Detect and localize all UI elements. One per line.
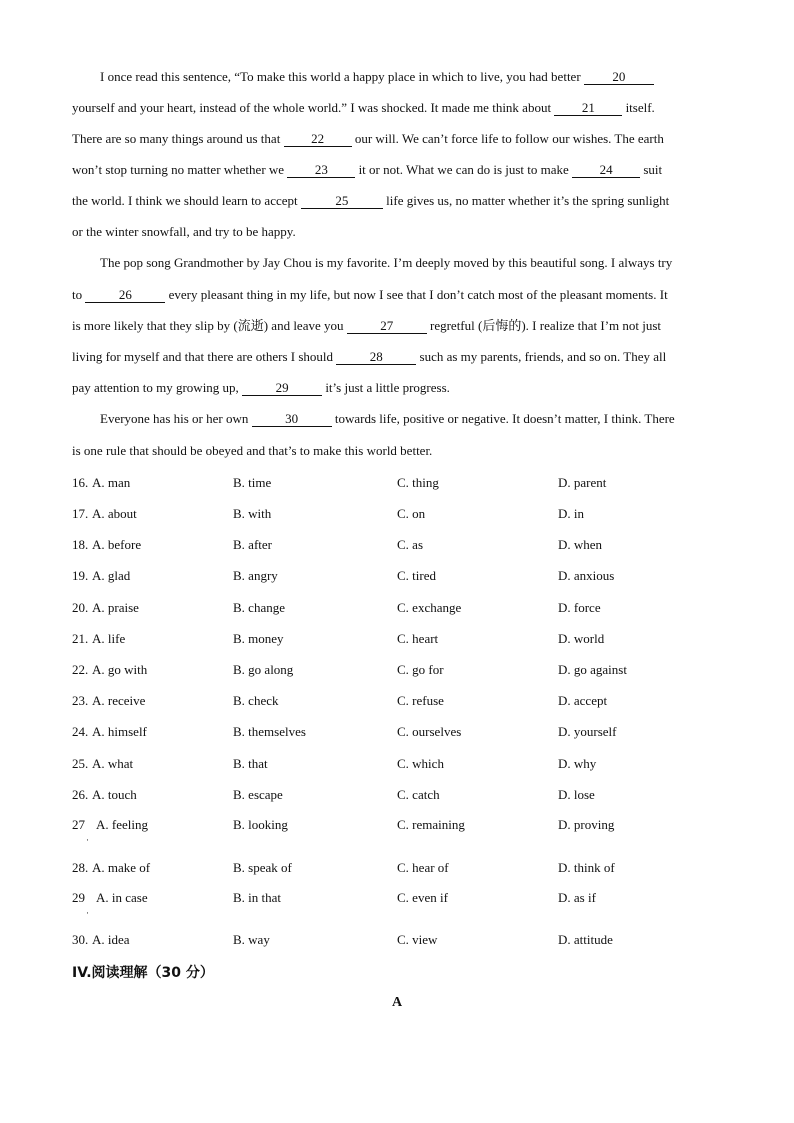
option-a: A. make of: [92, 860, 151, 875]
question-number: 29: [72, 890, 85, 905]
option-d: D. anxious: [558, 568, 615, 583]
question-row: [72, 568, 722, 586]
question-row: [72, 932, 722, 950]
passage-line: There are so many things around us that 22 our will. We can’t force life to follow our wishes. The earth: [72, 131, 664, 146]
question-row: [72, 506, 722, 524]
option-c: C. ourselves: [397, 724, 462, 739]
question-row: [72, 787, 722, 805]
passage-line: Everyone has his or her own 30 towards life, positive or negative. It doesn’t matter, I think. There: [100, 411, 675, 426]
option-d: D. lose: [558, 787, 595, 802]
blank-30: 30: [252, 412, 332, 427]
blank-23: 23: [287, 163, 355, 178]
question-number: 17.: [72, 506, 89, 521]
question-number: 22.: [72, 662, 89, 677]
question-row: [72, 475, 722, 493]
option-a: A. touch: [92, 787, 137, 802]
option-b: B. change: [233, 600, 285, 615]
question-number: 26.: [72, 787, 89, 802]
option-c: C. refuse: [397, 693, 444, 708]
option-a: A. what: [92, 756, 134, 771]
option-b: B. money: [233, 631, 284, 646]
option-b: B. looking: [233, 817, 288, 832]
option-a: A. receive: [92, 693, 146, 708]
option-b: B. with: [233, 506, 272, 521]
question-row: [72, 537, 722, 555]
question-number: 23.: [72, 693, 89, 708]
question-number: 19.: [72, 568, 89, 583]
passage-line: pay attention to my growing up, 29 it’s just a little progress.: [72, 380, 450, 395]
option-c: C. remaining: [397, 817, 465, 832]
passage-line: The pop song Grandmother by Jay Chou is my favorite. I’m deeply moved by this beautiful song. I always try: [100, 255, 673, 270]
option-b: B. escape: [233, 787, 283, 802]
option-a: A. himself: [92, 724, 147, 739]
option-d: D. yourself: [558, 724, 617, 739]
passage-line: is one rule that should be obeyed and that’s to make this world better.: [72, 443, 433, 458]
question-number: 27: [72, 817, 85, 832]
option-b: B. angry: [233, 568, 278, 583]
passage-line: or the winter snowfall, and try to be happy.: [72, 224, 296, 239]
question-row: [72, 693, 722, 711]
blank-25: 25: [301, 194, 383, 209]
option-d: D. in: [558, 506, 584, 521]
option-a: A. in case: [96, 890, 148, 905]
passage-line: won’t stop turning no matter whether we 23 it or not. What we can do is just to make 24 suit: [72, 162, 663, 177]
option-b: B. check: [233, 693, 279, 708]
option-c: C. exchange: [397, 600, 462, 615]
option-a: A. before: [92, 537, 142, 552]
passage-line: I once read this sentence, “To make this world a happy place in which to live, you had better 20: [100, 69, 654, 85]
option-b: B. way: [233, 932, 270, 947]
question-row: [72, 724, 722, 742]
question-row: [72, 756, 722, 774]
question-row: [72, 662, 722, 680]
option-a: A. man: [92, 475, 131, 490]
option-a: A. go with: [92, 662, 148, 677]
blank-24: 24: [572, 163, 640, 178]
option-a: A. about: [92, 506, 137, 521]
section-letter: A: [391, 995, 403, 1010]
option-b: B. after: [233, 537, 272, 552]
dot-mark: ·: [86, 908, 89, 918]
option-a: A. glad: [92, 568, 131, 583]
option-a: A. life: [92, 631, 126, 646]
option-d: D. think of: [558, 860, 615, 875]
option-d: D. parent: [558, 475, 607, 490]
option-c: C. thing: [397, 475, 439, 490]
question-row: [72, 817, 722, 845]
passage-line: yourself and your heart, instead of the whole world.” I was shocked. It made me think about 21 itself.: [72, 100, 655, 115]
question-number: 28.: [72, 860, 89, 875]
option-c: C. heart: [397, 631, 439, 646]
question-row: [72, 631, 722, 649]
option-c: C. as: [397, 537, 423, 552]
option-a: A. idea: [92, 932, 130, 947]
blank-26: 26: [85, 288, 165, 303]
section-heading: IV.阅读理解（30 分）: [72, 965, 214, 981]
option-b: B. in that: [233, 890, 282, 905]
option-d: D. world: [558, 631, 605, 646]
option-c: C. catch: [397, 787, 440, 802]
option-c: C. tired: [397, 568, 436, 583]
blank-21: 21: [554, 101, 622, 116]
option-d: D. as if: [558, 890, 596, 905]
option-b: B. speak of: [233, 860, 292, 875]
option-d: D. why: [558, 756, 597, 771]
option-d: D. attitude: [558, 932, 613, 947]
blank-20: 20: [584, 70, 654, 85]
option-d: D. accept: [558, 693, 608, 708]
question-row: [72, 600, 722, 618]
blank-22: 22: [284, 132, 352, 147]
option-b: B. go along: [233, 662, 294, 677]
option-c: C. go for: [397, 662, 444, 677]
passage-line: the world. I think we should learn to accept 25 life gives us, no matter whether it’s the spring sunlight: [72, 193, 670, 208]
question-number: 30.: [72, 932, 89, 947]
option-c: C. which: [397, 756, 444, 771]
option-b: B. that: [233, 756, 268, 771]
dot-mark: ·: [86, 835, 89, 845]
passage-line: living for myself and that there are others I should 28 such as my parents, friends, and so on. They all: [72, 349, 667, 364]
blank-27: 27: [347, 319, 427, 334]
question-number: 16.: [72, 475, 89, 490]
option-b: B. time: [233, 475, 272, 490]
option-a: A. feeling: [96, 817, 148, 832]
passage-line: to 26 every pleasant thing in my life, but now I see that I don’t catch most of the pleasant moments. It: [72, 287, 668, 302]
option-a: A. praise: [92, 600, 139, 615]
passage-line: is more likely that they slip by (流逝) and leave you 27 regretful (后悔的). I realize that I’m not just: [72, 318, 662, 333]
question-number: 25.: [72, 756, 89, 771]
question-number: 18.: [72, 537, 89, 552]
question-number: 21.: [72, 631, 89, 646]
question-number: 24.: [72, 724, 89, 739]
option-c: C. even if: [397, 890, 448, 905]
option-d: D. go against: [558, 662, 627, 677]
question-row: [72, 860, 722, 878]
option-b: B. themselves: [233, 724, 306, 739]
option-d: D. when: [558, 537, 603, 552]
blank-29: 29: [242, 381, 322, 396]
blank-28: 28: [336, 350, 416, 365]
option-d: D. force: [558, 600, 601, 615]
question-number: 20.: [72, 600, 89, 615]
option-c: C. on: [397, 506, 426, 521]
option-c: C. hear of: [397, 860, 449, 875]
option-c: C. view: [397, 932, 438, 947]
question-row: [72, 890, 722, 918]
option-d: D. proving: [558, 817, 615, 832]
